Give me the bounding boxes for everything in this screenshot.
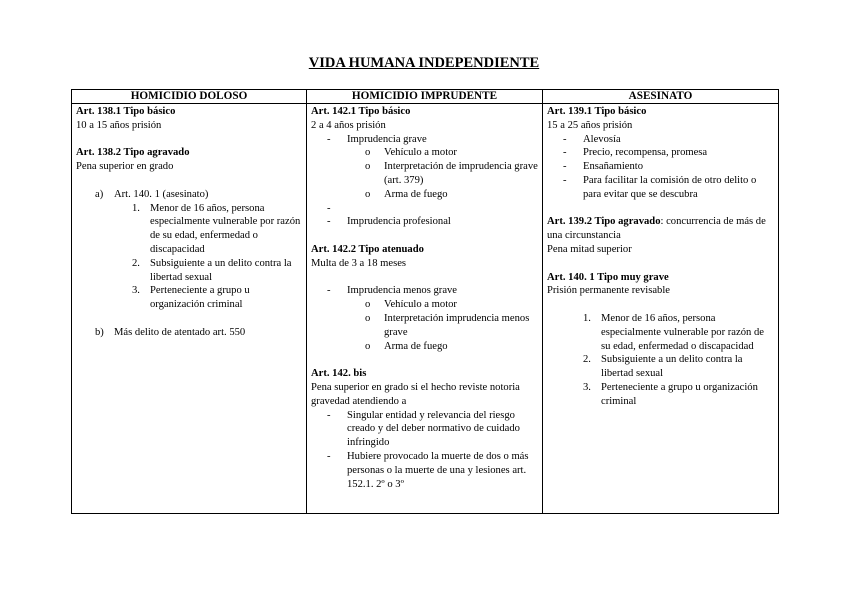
list-item-label: Imprudencia grave (347, 133, 427, 145)
section-text: : concurrencia de más de una circunstancia (547, 216, 766, 242)
list-item (327, 284, 539, 353)
list-item-label: Art. 140. 1 (asesinato) (114, 188, 209, 200)
list-item: o Vehículo a motor (365, 146, 539, 160)
list-item-text: Subsiguiente a un delito contra la libertad sexual (150, 257, 292, 283)
list-item (95, 188, 303, 312)
dash-list (311, 284, 539, 353)
section-text: Pena superior en grado si el hecho reviste notoria gravedad atendiendo a (311, 381, 520, 407)
section-heading: Art. 142.2 Tipo atenuado (311, 243, 424, 255)
list-item-text: Menor de 16 años, persona especialmente vulnerable por razón de su edad, enfermedad o discapacidad (150, 202, 301, 255)
list-item: o Arma de fuego (365, 188, 539, 202)
table-body-row (72, 104, 779, 514)
list-item: - Imprudencia profesional (327, 215, 539, 229)
list-item: o Arma de fuego (365, 340, 539, 354)
numbered-list (114, 202, 303, 312)
cell-homicidio-imprudente (307, 104, 543, 514)
list-item: - Precio, recompensa, promesa (563, 146, 775, 160)
table-header-row (72, 90, 779, 104)
section-heading: Art. 142.1 Tipo básico (311, 106, 411, 117)
numbered-list (547, 312, 775, 409)
circle-list (347, 146, 539, 201)
list-item: o Interpretación imprudencia menos grave (365, 312, 539, 340)
list-item: - Para facilitar la comisión de otro delito o para evitar que se descubra (563, 174, 775, 202)
list-marker: b) (95, 326, 104, 338)
section-text: 15 a 25 años prisión (547, 119, 633, 131)
list-marker: a) (95, 188, 104, 200)
list-item-label: Imprudencia menos grave (347, 285, 458, 297)
list-item: 3. Perteneciente a grupo u organización criminal (132, 285, 250, 311)
list-item: - Hubiere provocado la muerte de dos o más personas o la muerte de una y lesiones art. 152.1. 2º o 3º (327, 450, 539, 491)
section-heading: Art. 140. 1 Tipo muy grave (547, 271, 669, 283)
list-item: 1. Menor de 16 años, persona especialmente vulnerable por razón de su edad, enfermedad o discapacidad (132, 202, 301, 255)
section-heading: Art. 139.2 Tipo agravado (547, 216, 661, 228)
header-homicidio-imprudente: HOMICIDIO IMPRUDENTE (307, 90, 543, 104)
section-text: Pena superior en grado (76, 161, 174, 173)
cell-asesinato (543, 104, 779, 514)
section-heading: Art. 139.1 Tipo básico (547, 106, 647, 117)
section-text: 10 a 15 años prisión (76, 119, 162, 131)
list-item: - Ensañamiento (563, 160, 775, 174)
header-asesinato: ASESINATO (543, 90, 779, 104)
list-item: 2. Subsiguiente a un delito contra la libertad sexual (583, 354, 743, 380)
page-title: VIDA HUMANA INDEPENDIENTE (308, 55, 540, 71)
section-heading: Art. 138.1 Tipo básico (76, 106, 176, 117)
comparison-table (71, 89, 779, 514)
list-item-text: Perteneciente a grupo u organización criminal (601, 381, 758, 407)
list-item (95, 326, 303, 340)
list-item-text: Subsiguiente a un delito contra la libertad sexual (601, 354, 743, 380)
list-item-text: Menor de 16 años, persona especialmente vulnerable por razón de su edad, enfermedad o discapacidad (601, 312, 764, 352)
circle-list (347, 298, 539, 353)
list-item (327, 133, 539, 202)
dash-list (311, 409, 539, 492)
section-text: Pena mitad superior (547, 243, 632, 255)
section-text: Prisión permanente revisable (547, 285, 670, 297)
list-item: o Vehículo a motor (365, 298, 539, 312)
list-item: - Alevosía (563, 133, 775, 147)
section-paragraph (547, 215, 775, 243)
section-heading: Art. 142. bis (311, 368, 367, 380)
list-item: - Singular entidad y relevancia del riesgo creado y del deber normativo de cuidado infringido (327, 409, 539, 450)
list-item-text: Perteneciente a grupo u organización criminal (150, 285, 250, 311)
cell-homicidio-doloso (72, 104, 307, 514)
section-heading: Art. 138.2 Tipo agravado (76, 147, 190, 159)
dash-list (547, 133, 775, 202)
list-item-label: Más delito de atentado art. 550 (114, 326, 246, 338)
section-text: 2 a 4 años prisión (311, 119, 386, 131)
list-item: 2. Subsiguiente a un delito contra la libertad sexual (132, 257, 292, 283)
list-item: o Interpretación de imprudencia grave (art. 379) (365, 160, 539, 188)
list-item: 3. Perteneciente a grupo u organización criminal (583, 381, 758, 407)
alpha-list (76, 188, 303, 340)
header-homicidio-doloso: HOMICIDIO DOLOSO (72, 90, 307, 104)
list-item: 1. Menor de 16 años, persona especialmente vulnerable por razón de su edad, enfermedad o discapacidad (583, 312, 764, 352)
dash-list (311, 133, 539, 230)
section-text: Multa de 3 a 18 meses (311, 257, 407, 269)
